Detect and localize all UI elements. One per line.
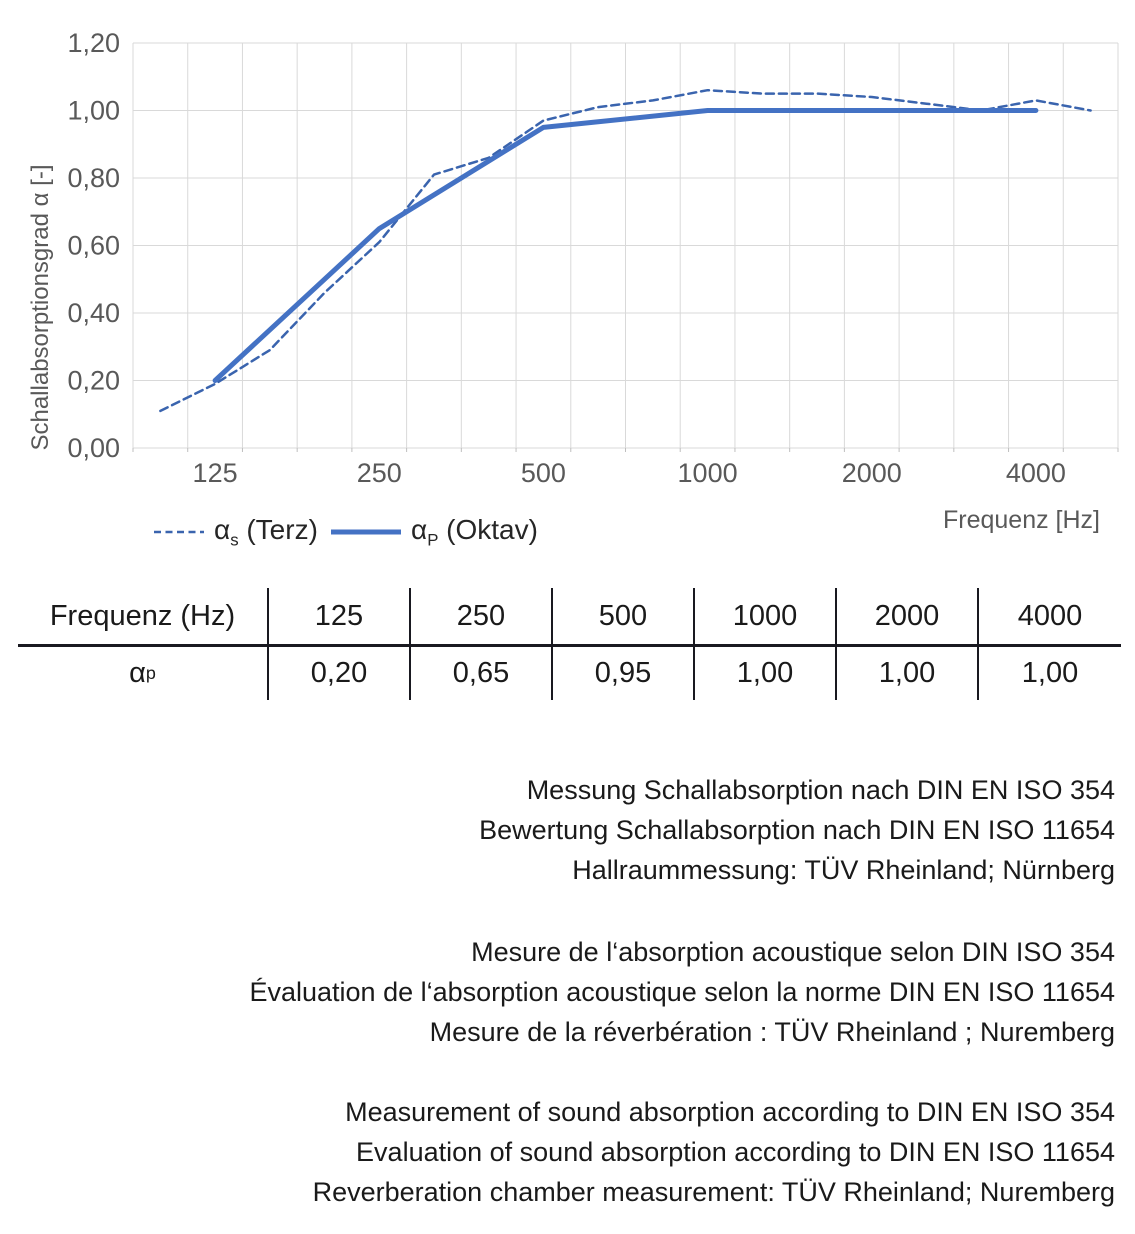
table-value-500: 0,95 [553,647,695,700]
table-header-125: 125 [269,588,411,647]
y-tick-label: 0,20 [67,365,120,396]
x-tick-label: 500 [520,458,566,488]
table-value-250: 0,65 [411,647,553,700]
table-header-frequenz: Frequenz (Hz) [18,588,269,647]
y-tick-label: 0,00 [67,433,120,463]
note-line: Évaluation de l‘absorption acoustique selon la norme DIN EN ISO 11654 [249,977,1115,1007]
notes-german [479,770,1115,890]
legend-item-alpha-p-oktav [330,512,538,552]
note-line: Evaluation of sound absorption according to DIN EN ISO 11654 [356,1137,1115,1167]
y-tick-label: 1,00 [67,95,120,126]
x-tick-label: 250 [356,458,402,488]
absorption-chart [0,0,1135,560]
x-axis-title: Frequenz [Hz] [942,506,1100,534]
table-value-1000: 1,00 [695,647,837,700]
x-tick-label: 4000 [1005,458,1066,488]
x-tick-label: 1000 [677,458,738,488]
table-value-2000: 1,00 [837,647,979,700]
note-line: Reverberation chamber measurement: TÜV Rheinland; Nuremberg [312,1177,1115,1207]
solid-line-sample-icon [330,528,402,536]
table-header-500: 500 [553,588,695,647]
y-tick-label: 0,40 [67,298,120,328]
note-line: Mesure de la réverbération : TÜV Rheinland ; Nuremberg [429,1017,1115,1047]
note-line: Hallraummessung: TÜV Rheinland; Nürnberg [572,855,1115,885]
table-header-1000: 1000 [695,588,837,647]
notes-english [313,1092,1115,1212]
legend-item-alpha-s-terz [153,512,318,552]
table-row-label-alpha-p: α p [18,647,269,700]
absorption-table [18,588,1121,700]
table-header-2000: 2000 [837,588,979,647]
note-line: Measurement of sound absorption according to DIN EN ISO 354 [345,1097,1115,1127]
note-line: Messung Schallabsorption nach DIN EN ISO 354 [526,775,1115,805]
x-tick-label: 125 [192,458,238,488]
absorption-chart-svg [0,0,1135,560]
legend-label-oktav: $\alpha_P$ (Oktav) [411,513,538,550]
table-header-4000: 4000 [979,588,1121,647]
y-tick-label: 0,60 [67,230,120,261]
note-line: Bewertung Schallabsorption nach DIN EN ISO 11654 [479,815,1115,845]
note-line: Mesure de l‘absorption acoustique selon DIN ISO 354 [471,937,1115,967]
table-value-4000: 1,00 [1021,657,1079,689]
table-header-250: 250 [411,588,553,647]
y-axis-title: Schallabsorptionsgrad α [-] [27,164,54,451]
x-tick-label: 2000 [841,458,902,488]
y-tick-label: 1,20 [67,28,120,58]
table-value-125: 0,20 [269,647,411,700]
y-tick-label: 0,80 [67,163,120,193]
legend-label-terz: $\alpha_s$ (Terz) [214,513,318,550]
dashed-line-sample-icon [153,528,205,536]
notes-french [249,932,1115,1052]
chart-legend [0,512,1135,552]
